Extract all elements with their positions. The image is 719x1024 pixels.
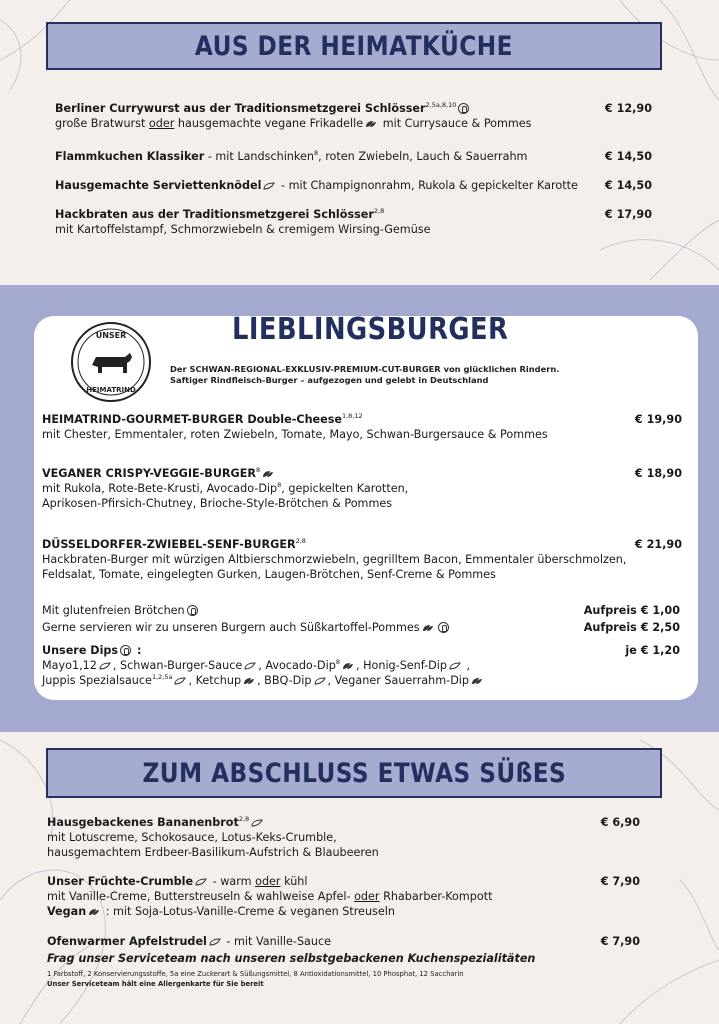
item-desc: hausgemachte vegane Frikadelle <box>174 117 364 130</box>
dip-item: , <box>462 659 471 672</box>
item-desc: Aprikosen-Pfirsich-Chutney, Brioche-Style-Brötchen & Pommes <box>42 497 393 510</box>
menu-item-heimatrind-burger <box>42 412 622 442</box>
burger-subtitle <box>170 364 559 386</box>
section-heading-heimatkueche <box>46 22 662 70</box>
item-name: Hackbraten aus der Traditionsmetzgerei Schlösser <box>55 208 374 221</box>
item-desc: mit Vanille-Creme, Butterstreuseln & wahlweise Apfel- <box>47 890 355 903</box>
dip-item: , Schwan-Burger-Sauce <box>112 659 243 672</box>
burger-subtitle-line: Saftiger Rindfleisch-Burger – aufgezogen und gelebt in Deutschland <box>170 375 489 385</box>
dip-item: Juppis Spezialsauce <box>42 674 152 687</box>
section-title: AUS DER HEIMATKÜCHE <box>194 30 514 62</box>
item-name: VEGANER CRISPY-VEGGIE-BURGER <box>42 467 256 480</box>
vegetarian-leaf-icon <box>209 938 221 946</box>
item-desc: mit Kartoffelstampf, Schmorzwiebeln & cremigem Wirsing-Gemüse <box>55 223 431 236</box>
vegan-leaf-icon <box>471 677 483 685</box>
item-price: € 12,90 <box>604 102 652 115</box>
menu-item-bananenbrot <box>47 815 567 860</box>
item-desc: - mit Landschinken <box>204 150 314 163</box>
section-title: LIEBLINGSBURGER <box>232 312 509 347</box>
allergen-codes: 8 <box>277 481 282 489</box>
logo-text-top: UNSER <box>95 331 127 340</box>
additives-legend: 1 Farbstoff, 2 Konservierungsstoffe, 5a eine Zuckerart & Süßungsmittel, 8 Antioxidationsmittel, 10 Phosphat, 12 Saccharin <box>47 970 464 978</box>
allergen-codes: 2,8 <box>373 207 385 215</box>
allergen-codes: 2,8 <box>295 537 306 545</box>
menu-item-veggie-burger <box>42 466 622 511</box>
vegan-leaf-icon <box>422 624 434 632</box>
item-desc-or: oder <box>255 875 281 888</box>
item-name: Hausgebackenes Bananenbrot <box>47 816 239 829</box>
gluten-free-icon <box>458 103 469 114</box>
cake-note: Frag unser Serviceteam nach unseren selbstgebackenen Kuchenspezialitäten <box>47 952 536 965</box>
item-desc: - mit Champignonrahm, Rukola & gepickelter Karotte <box>277 179 578 192</box>
vegetarian-leaf-icon <box>244 662 256 670</box>
section-title: ZUM ABSCHLUSS ETWAS SÜßES <box>142 757 566 789</box>
vegan-leaf-icon <box>88 908 100 916</box>
item-desc-or: oder <box>354 890 380 903</box>
menu-item-currywurst <box>55 101 595 131</box>
vegetarian-leaf-icon <box>263 182 275 190</box>
item-price: € 14,50 <box>604 150 652 163</box>
extra-text: Gerne servieren wir zu unseren Burgern auch Süßkartoffel-Pommes <box>42 621 420 634</box>
item-price: € 7,90 <box>600 935 640 948</box>
vegetarian-leaf-icon <box>449 662 461 670</box>
item-name: Flammkuchen Klassiker <box>55 150 205 163</box>
allergen-codes: 8 <box>255 466 261 474</box>
item-desc: große Bratwurst <box>55 117 149 130</box>
item-desc: - warm <box>209 875 256 888</box>
vegan-label: Vegan <box>47 905 87 918</box>
menu-item-serviettenknoedel <box>55 178 595 193</box>
vegan-leaf-icon <box>342 662 354 670</box>
item-desc: mit Currysauce & Pommes <box>379 117 532 130</box>
dips-colon: : <box>133 644 142 657</box>
menu-item-apfelstrudel <box>47 934 567 949</box>
item-name: Berliner Currywurst aus der Traditionsmetzgerei Schlösser <box>55 102 426 115</box>
allergen-codes: 8 <box>335 658 340 666</box>
vegan-leaf-icon <box>365 120 377 128</box>
menu-item-crumble <box>47 874 577 919</box>
item-name: Hausgemachte Serviettenknödel <box>55 179 262 192</box>
item-price: € 18,90 <box>634 467 682 480</box>
item-price: € 14,50 <box>604 179 652 192</box>
vegetarian-leaf-icon <box>195 878 207 886</box>
item-name: DÜSSELDORFER-ZWIEBEL-SENF-BURGER <box>42 538 296 551</box>
item-desc: mit Lotuscreme, Schokosauce, Lotus-Keks-Crumble, <box>47 831 337 844</box>
item-desc: Rhabarber-Kompott <box>379 890 493 903</box>
allergen-codes: 2,5a,8,10 <box>425 101 457 109</box>
dip-item: Mayo1,12 <box>42 659 97 672</box>
item-desc: mit Chester, Emmentaler, roten Zwiebeln, Tomate, Mayo, Schwan-Burgersauce & Pommes <box>42 428 548 441</box>
extra-price: Aufpreis € 1,00 <box>583 604 680 617</box>
dips-list <box>42 643 642 688</box>
dip-item: , Veganer Sauerrahm-Dip <box>327 674 470 687</box>
item-desc-or: oder <box>148 117 175 130</box>
heimatrind-logo <box>70 321 152 403</box>
vegetarian-leaf-icon <box>251 819 263 827</box>
item-name: HEIMATRIND-GOURMET-BURGER Double-Cheese <box>42 413 342 426</box>
item-price: € 6,90 <box>600 816 640 829</box>
vegan-leaf-icon <box>243 677 255 685</box>
item-desc: , gepickelten Karotten, <box>281 482 409 495</box>
item-desc: kühl <box>280 875 308 888</box>
section-heading-dessert <box>46 748 662 798</box>
menu-item-zwiebel-senf-burger <box>42 537 652 582</box>
allergen-codes: 1,8,12 <box>341 412 363 420</box>
dips-label: Unsere Dips <box>42 644 119 657</box>
item-price: € 19,90 <box>634 413 682 426</box>
item-desc: mit Rukola, Rote-Bete-Krusti, Avocado-Dip <box>42 482 278 495</box>
dip-item: , BBQ-Dip <box>257 674 312 687</box>
item-desc: Hackbraten-Burger mit würzigen Altbierschmorzwiebeln, gegrilltem Bacon, Emmentaler überschmolzen, <box>42 553 627 566</box>
logo-text-bottom: HEIMATRIND <box>86 386 136 394</box>
extra-gluten-free <box>42 603 602 618</box>
item-desc: - mit Vanille-Sauce <box>222 935 332 948</box>
item-desc: Feldsalat, Tomate, eingelegten Gurken, Laugen-Brötchen, Senf-Creme & Pommes <box>42 568 496 581</box>
gluten-free-icon <box>438 622 449 633</box>
allergen-codes: 1,2,5a <box>151 673 173 681</box>
item-desc: hausgemachtem Erdbeer-Basilikum-Aufstrich & Blaubeeren <box>47 846 379 859</box>
vegetarian-leaf-icon <box>99 662 111 670</box>
item-price: € 7,90 <box>600 875 640 888</box>
allergen-codes: 2,8 <box>238 815 250 823</box>
dip-item: , Avocado-Dip <box>258 659 336 672</box>
vegan-leaf-icon <box>262 470 274 478</box>
item-price: € 21,90 <box>634 538 682 551</box>
item-name: Unser Früchte-Crumble <box>47 875 194 888</box>
dip-item: , Honig-Senf-Dip <box>355 659 447 672</box>
item-desc: : mit Soja-Lotus-Vanille-Creme & veganen Streuseln <box>102 905 395 918</box>
item-price: € 17,90 <box>604 208 652 221</box>
burger-subtitle-line: Der SCHWAN-REGIONAL-EXKLUSIV-PREMIUM-CUT-BURGER von glücklichen Rindern. <box>170 364 560 374</box>
dip-item: , Ketchup <box>188 674 242 687</box>
menu-item-hackbraten <box>55 207 595 237</box>
gluten-free-icon <box>187 605 198 616</box>
extra-price: Aufpreis € 2,50 <box>583 621 680 634</box>
allergen-codes: 8 <box>313 149 319 157</box>
extra-text: Mit glutenfreien Brötchen <box>42 604 185 617</box>
item-name: Ofenwarmer Apfelstrudel <box>47 935 207 948</box>
extra-sweet-potato-fries <box>42 620 602 635</box>
vegetarian-leaf-icon <box>174 677 186 685</box>
dips-price: je € 1,20 <box>625 644 680 657</box>
vegetarian-leaf-icon <box>314 677 326 685</box>
menu-item-flammkuchen <box>55 149 595 164</box>
allergen-note: Unser Serviceteam hält eine Allergenkarte für Sie bereit <box>47 980 264 988</box>
gluten-free-icon <box>120 645 131 656</box>
item-desc: , roten Zwiebeln, Lauch & Sauerrahm <box>318 150 528 163</box>
